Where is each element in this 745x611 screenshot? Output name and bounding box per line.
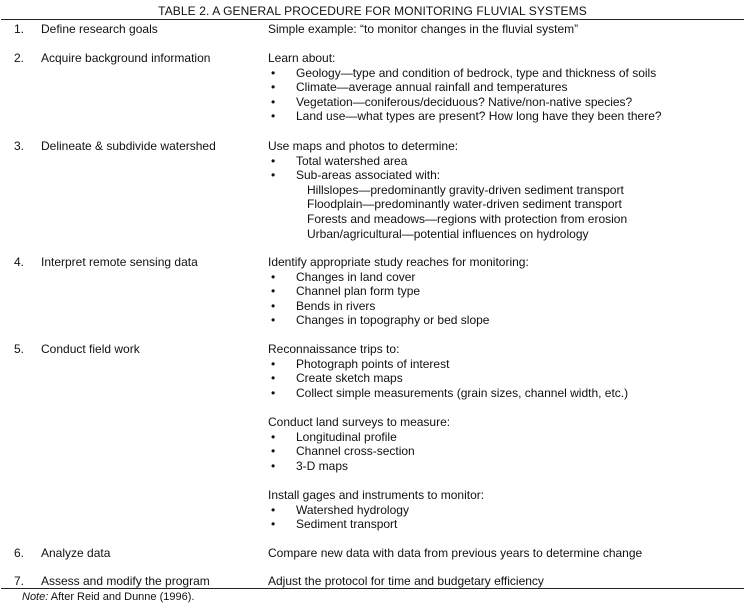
step-number: 3. — [14, 139, 25, 153]
bullet-icon: • — [271, 458, 276, 473]
bullet-icon: • — [271, 313, 276, 328]
step-description: Compare new data with data from previous years to determine change — [268, 546, 643, 560]
note-text: After Reid and Dunne (1996). — [48, 591, 195, 603]
sub-item: Forests and meadows—regions with protection from erosion — [307, 212, 628, 226]
step-title: Define research goals — [41, 22, 158, 36]
step-description: Install gages and instruments to monitor: — [268, 488, 485, 502]
top-rule — [1, 19, 744, 20]
bullet-item: Channel cross-section — [296, 444, 415, 459]
bullet-item: Photograph points of interest — [296, 356, 450, 371]
bullet-icon: • — [271, 80, 276, 95]
bullet-item: Bends in rivers — [296, 298, 376, 313]
table-note — [22, 591, 194, 604]
bottom-rule — [1, 588, 744, 589]
step-title: Interpret remote sensing data — [41, 255, 198, 269]
step-title: Delineate & subdivide watershed — [41, 139, 216, 153]
bullet-icon: • — [271, 269, 276, 284]
bullet-item: Create sketch maps — [296, 371, 403, 386]
bullet-item: Total watershed area — [296, 153, 408, 168]
bullet-item: Collect simple measurements (grain sizes, channel width, etc.) — [296, 385, 629, 400]
bullet-icon: • — [271, 153, 276, 168]
step-title: Conduct field work — [41, 342, 140, 356]
bullet-icon: • — [271, 284, 276, 299]
bullet-icon: • — [271, 502, 276, 517]
step-title: Assess and modify the program — [41, 574, 210, 588]
step-number: 5. — [14, 342, 25, 356]
step-number: 4. — [14, 255, 25, 269]
bullet-icon: • — [271, 444, 276, 459]
bullet-icon: • — [271, 371, 276, 386]
step-number: 2. — [14, 51, 25, 65]
bullet-icon: • — [271, 517, 276, 532]
step-title: Acquire background information — [41, 51, 211, 65]
bullet-item: Land use—what types are present? How long have they been there? — [296, 109, 662, 124]
step-description: Reconnaissance trips to: — [268, 342, 400, 356]
step-number: 1. — [14, 22, 25, 36]
bullet-item: Vegetation—coniferous/deciduous? Native/non-native species? — [296, 94, 633, 109]
bullet-item: Channel plan form type — [296, 284, 421, 299]
bullet-item: Changes in land cover — [296, 269, 416, 284]
bullet-item: Longitudinal profile — [296, 429, 397, 444]
bullet-item: Sub-areas associated with: — [296, 168, 441, 183]
step-number: 6. — [14, 546, 25, 560]
step-description: Simple example: “to monitor changes in the fluvial system” — [268, 22, 579, 36]
step-description: Learn about: — [268, 51, 336, 65]
sub-item: Urban/agricultural—potential influences on hydrology — [307, 226, 589, 241]
bullet-icon: • — [271, 65, 276, 80]
step-description: Identify appropriate study reaches for monitoring: — [268, 255, 529, 269]
bullet-icon: • — [271, 385, 276, 400]
bullet-icon: • — [271, 168, 276, 183]
step-description: Conduct land surveys to measure: — [268, 415, 451, 429]
note-label: Note: — [22, 591, 49, 603]
bullet-item: Sediment transport — [296, 517, 398, 532]
bullet-item: 3-D maps — [296, 458, 349, 473]
step-number: 7. — [14, 574, 25, 588]
sub-item: Floodplain—predominantly water-driven sediment transport — [307, 197, 622, 212]
step-description: Use maps and photos to determine: — [268, 139, 459, 153]
bullet-icon: • — [271, 298, 276, 313]
step-title: Analyze data — [41, 546, 111, 560]
step-description: Adjust the protocol for time and budgetary efficiency — [268, 574, 544, 588]
bullet-item: Changes in topography or bed slope — [296, 313, 490, 328]
bullet-icon: • — [271, 94, 276, 109]
bullet-icon: • — [271, 356, 276, 371]
bullet-icon: • — [271, 429, 276, 444]
bullet-item: Watershed hydrology — [296, 502, 409, 517]
table-caption: TABLE 2. A GENERAL PROCEDURE FOR MONITORING FLUVIAL SYSTEMS — [158, 4, 587, 18]
sub-item: Hillslopes—predominantly gravity-driven sediment transport — [307, 182, 624, 197]
bullet-icon: • — [271, 109, 276, 124]
bullet-item: Climate—average annual rainfall and temperatures — [296, 80, 568, 95]
bullet-item: Geology—type and condition of bedrock, type and thickness of soils — [296, 65, 657, 80]
